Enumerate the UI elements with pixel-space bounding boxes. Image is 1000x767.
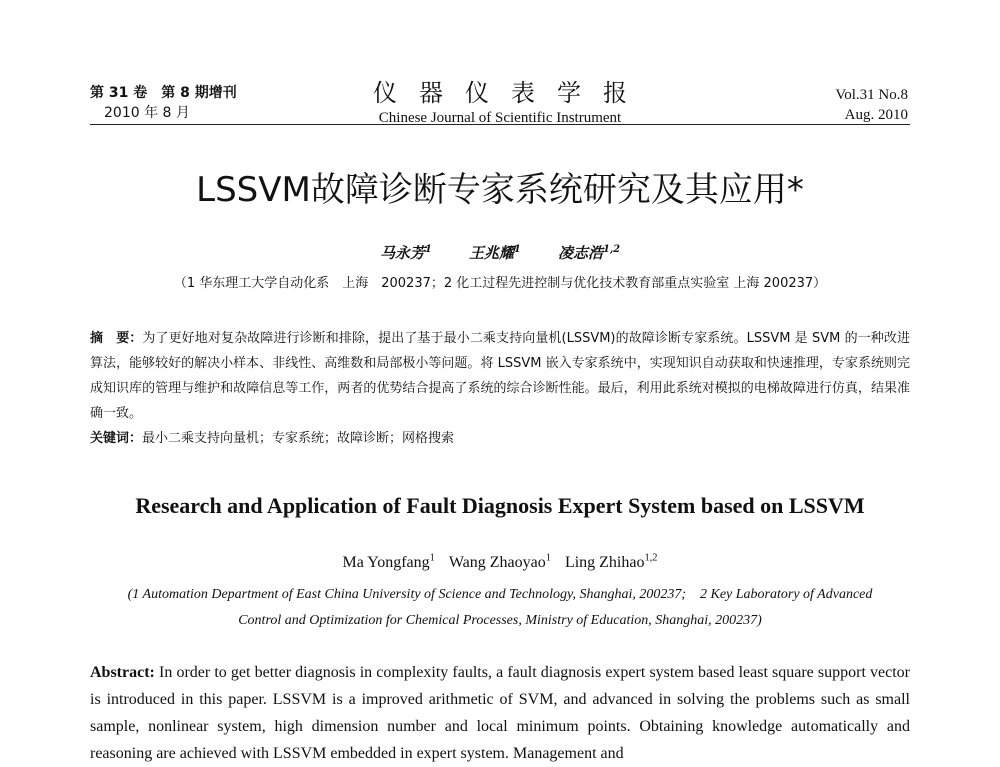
volume-issue-en: Vol.31 No.8 bbox=[835, 87, 908, 103]
keywords-cn-text: 最小二乘支持向量机；专家系统；故障诊断；网格搜索 bbox=[142, 431, 455, 446]
author-cn: 马永芳$^1$ bbox=[379, 244, 432, 262]
author-en: Ma Yongfang$^1$ bbox=[342, 553, 435, 572]
abstract-en-text: In order to get better diagnosis in complexity faults, a fault diagnosis expert system based least square support vector is introduced in this paper. LSSVM is a improved arithmetic of SVM, and advanced in solving the problems such as small sample, nonlinear system, high dimension number and local minimum points. Obtaining knowledge automatically and reasoning are achieved with LSSVM embedded in expert system. Management and bbox=[90, 664, 911, 762]
author-cn: 王兆耀$^1$ bbox=[469, 244, 521, 262]
journal-name-en: Chinese Journal of Scientific Instrument bbox=[378, 110, 622, 126]
abstract-cn-label: 摘 要： bbox=[90, 331, 143, 346]
author-en: Wang Zhaoyao$^1$ bbox=[448, 553, 551, 572]
affiliation-cn: （1 华东理工大学自动化系 上海 200237；2 化工过程先进控制与优化技术教育部重点实验室 上海 200237） bbox=[173, 276, 827, 291]
header-rule bbox=[90, 124, 910, 125]
volume-issue: 第 31 卷 第 8 期增刊 bbox=[90, 85, 237, 101]
keywords-cn-label: 关键词： bbox=[90, 431, 143, 446]
affiliation-en-line: (1 Automation Department of East China University of Science and Technology, Shanghai, 200237; 2 Key Laboratory of Advanced bbox=[127, 587, 873, 602]
author-en: Ling Zhihao$^{1,2}$ bbox=[564, 553, 658, 572]
journal-volume-info-en bbox=[835, 85, 908, 125]
abstract-en bbox=[90, 659, 910, 767]
affiliation-en-line: Control and Optimization for Chemical Processes, Ministry of Education, Shanghai, 200237) bbox=[238, 613, 762, 628]
author-list-en bbox=[0, 553, 1000, 572]
abstract-cn-text: 为了更好地对复杂故障进行诊断和排除，提出了基于最小二乘支持向量机(LSSVM)的故障诊断专家系统。LSSVM 是 SVM 的一种改进算法，能够较好的解决小样本、非线性、高维数和局部极小等问题。将 LSSVM 嵌入专家系统中，实现知识自动获取和快速推理，专家系统则完成知识库的管理与维护和故障信息等工作，两者的优势结合提高了系统的综合诊断性能。最后，利用此系统对模拟的电梯故障进行仿真，结果准确一致。 bbox=[90, 331, 910, 421]
affiliation-en bbox=[90, 582, 910, 634]
abstract-cn bbox=[90, 326, 910, 451]
paper-title-cn: LSSVM故障诊断专家系统研究及其应用* bbox=[196, 170, 804, 210]
abstract-cn-body bbox=[90, 326, 910, 426]
journal-name-cn: 仪器仪表学报 bbox=[373, 79, 649, 107]
author-cn: 凌志浩$^{1,2}$ bbox=[558, 244, 621, 262]
author-list-cn bbox=[0, 242, 1000, 263]
keywords-cn bbox=[90, 426, 910, 451]
paper-title-en: Research and Application of Fault Diagnosis Expert System based on LSSVM bbox=[135, 493, 865, 518]
issue-date-cn: 2010 年 8 月 bbox=[104, 105, 190, 121]
issue-date-en: Aug. 2010 bbox=[844, 107, 908, 123]
abstract-en-label: Abstract: bbox=[90, 664, 155, 681]
